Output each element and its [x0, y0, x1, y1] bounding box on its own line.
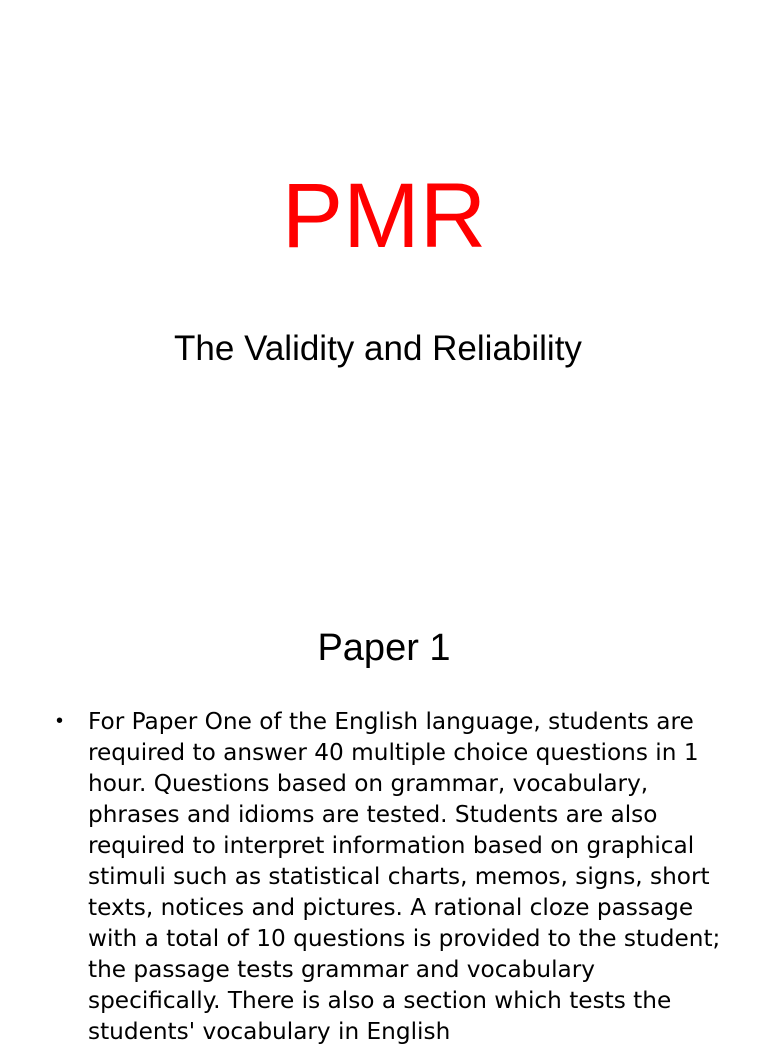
slide-subtitle: The Validity and Reliability [174, 329, 582, 368]
bullet-list [56, 706, 726, 1047]
bullet-icon: • [56, 710, 64, 732]
slide-title: Paper 1 [317, 627, 451, 669]
paper-1-slide [0, 576, 768, 1045]
bullet-item [56, 706, 726, 1047]
slide-title: PMR [281, 165, 487, 267]
bullet-text: For Paper One of the English language, students are required to answer 40 multiple choice questions in 1 hour. Questions based on grammar, vocabulary, phrases and idioms are tested. Students are also required to interpret information based on graphical stimuli such as statistical charts, memos, signs, short texts, notices and pictures. A rational cloze passage with a total of 10 questions is provided to the student; the passage tests grammar and vocabulary specifically. There is also a section which tests the students' vocabulary in English [88, 708, 721, 1045]
